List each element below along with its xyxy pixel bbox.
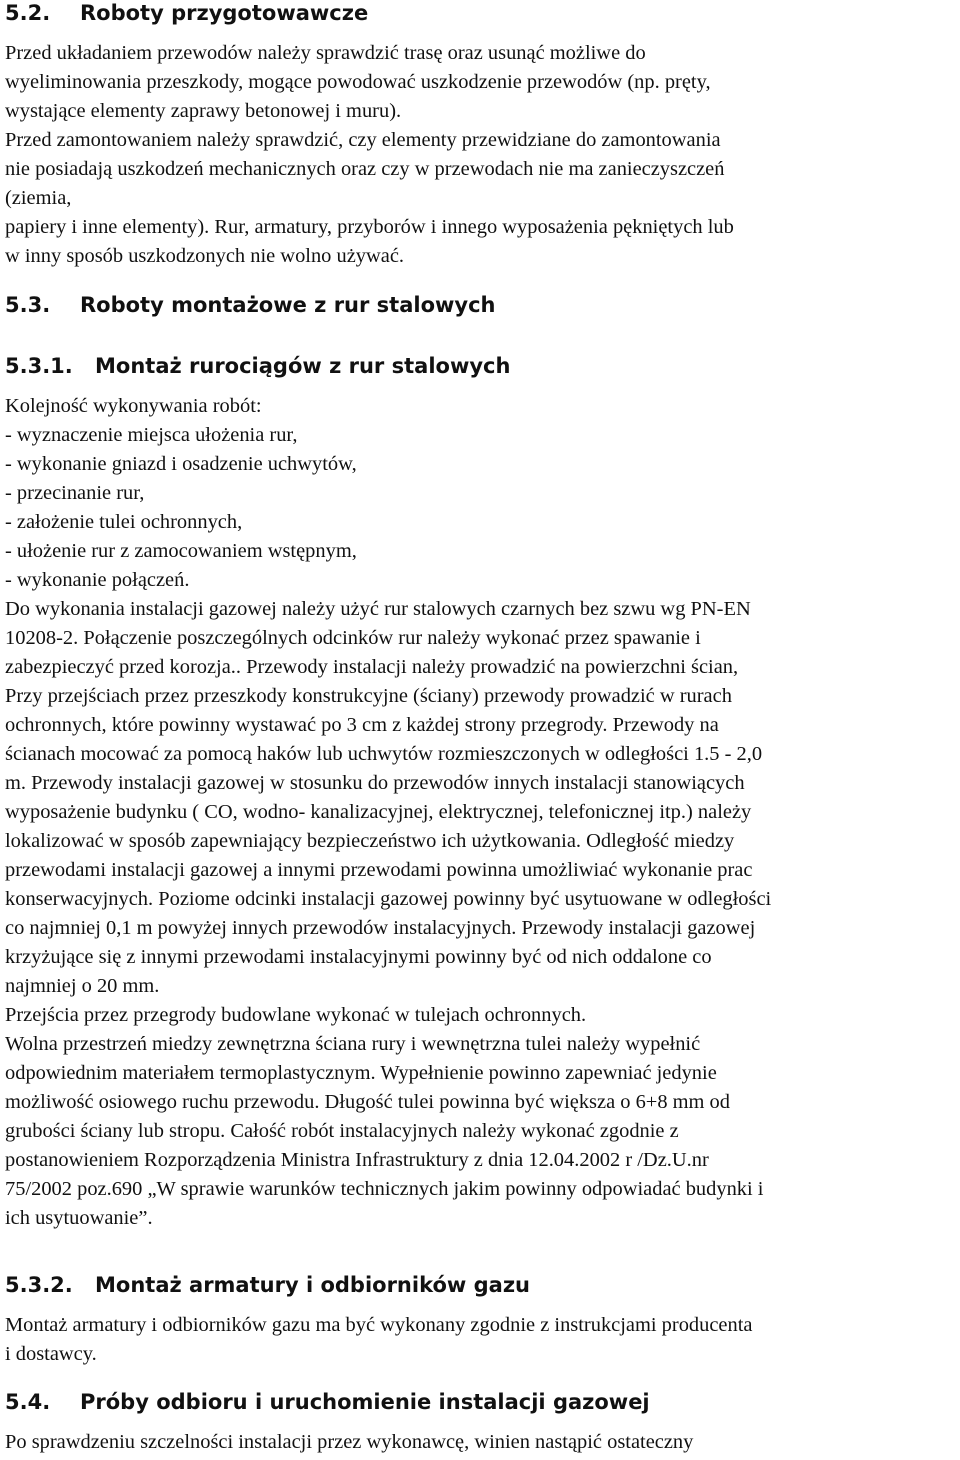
text-line: nie posiadają uszkodzeń mechanicznych oraz czy w przewodach nie ma zanieczyszczeń (5, 158, 725, 180)
subsection-heading (5, 1272, 530, 1298)
section-title: Roboty montażowe z rur stalowych (80, 293, 496, 317)
list-item: - wyznaczenie miejsca ułożenia rur, (5, 424, 298, 446)
text-line: przewodami instalacji gazowej a innymi przewodami powinna umożliwiać wykonanie prac (5, 859, 753, 881)
text-line: grubości ściany lub stropu. Całość robót instalacyjnych należy wykonać zgodnie z (5, 1120, 679, 1142)
text-line: Wolna przestrzeń miedzy zewnętrzna ściana rury i wewnętrzna tulei należy wypełnić (5, 1033, 701, 1055)
text-line: ścianach mocować za pomocą haków lub uchwytów rozmieszczonych w odległości 1.5 - 2,0 (5, 743, 763, 765)
section-number: 5.2. (5, 1, 51, 25)
text-line: postanowieniem Rozporządzenia Ministra Infrastruktury z dnia 12.04.2002 r /Dz.U.nr (5, 1149, 709, 1171)
text-line: Kolejność wykonywania robót: (5, 395, 262, 417)
text-line: Przy przejściach przez przeszkody konstrukcyjne (ściany) przewody prowadzić w rurach (5, 685, 732, 707)
text-line: Do wykonania instalacji gazowej należy użyć rur stalowych czarnych bez szwu wg PN-EN (5, 598, 751, 620)
text-line: lokalizować w sposób zapewniający bezpieczeństwo ich użytkowania. Odległość miedzy (5, 830, 735, 852)
text-line: wyeliminowania przeszkody, mogące powodować uszkodzenie przewodów (np. pręty, (5, 71, 711, 93)
text-line: krzyżujące się z innymi przewodami instalacyjnymi powinny być od nich oddalone co (5, 946, 712, 968)
list-item: - wykonanie gniazd i osadzenie uchwytów, (5, 453, 357, 475)
section-number: 5.3.1. (5, 354, 73, 378)
section-body (5, 1311, 957, 1369)
text-line: i dostawcy. (5, 1343, 97, 1365)
list-item: - założenie tulei ochronnych, (5, 511, 243, 533)
section-number: 5.3.2. (5, 1273, 73, 1297)
list-item: - przecinanie rur, (5, 482, 145, 504)
text-line: najmniej o 20 mm. (5, 975, 160, 997)
text-line: konserwacyjnych. Poziome odcinki instalacji gazowej powinny być usytuowane w odległości (5, 888, 772, 910)
section-heading (5, 0, 368, 26)
section-heading (5, 292, 496, 318)
section-number: 5.3. (5, 293, 51, 317)
text-line: papiery i inne elementy). Rur, armatury, przyborów i innego wyposażenia pękniętych lub (5, 216, 734, 238)
text-line: w inny sposób uszkodzonych nie wolno używać. (5, 245, 405, 267)
section-title: Próby odbioru i uruchomienie instalacji gazowej (80, 1390, 650, 1414)
section-heading (5, 1389, 650, 1415)
list-item: - ułożenie rur z zamocowaniem wstępnym, (5, 540, 357, 562)
section-title: Montaż rurociągów z rur stalowych (95, 354, 511, 378)
text-line: (ziemia, (5, 187, 72, 209)
text-line: ochronnych, które powinny wystawać po 3 cm z każdej strony przegrody. Przewody na (5, 714, 719, 736)
text-line: wystające elementy zaprawy betonowej i muru). (5, 100, 402, 122)
text-line: możliwość osiowego ruchu przewodu. Długość tulei powinna być większa o 6+8 mm od (5, 1091, 730, 1113)
section-body (5, 392, 957, 1233)
text-line: wyposażenie budynku ( CO, wodno- kanalizacyjnej, elektrycznej, telefonicznej itp.) należy (5, 801, 752, 823)
text-line: 10208-2. Połączenie poszczególnych odcinków rur należy wykonać przez spawanie i (5, 627, 701, 649)
section-body (5, 1428, 957, 1457)
section-title: Roboty przygotowawcze (80, 1, 369, 25)
text-line: Po sprawdzeniu szczelności instalacji przez wykonawcę, winien nastąpić ostateczny (5, 1431, 694, 1453)
text-line: Przed zamontowaniem należy sprawdzić, czy elementy przewidziane do zamontowania (5, 129, 721, 151)
section-number: 5.4. (5, 1390, 51, 1414)
text-line: zabezpieczyć przed korozja.. Przewody instalacji należy prowadzić na powierzchni ścian, (5, 656, 739, 678)
text-line: Montaż armatury i odbiorników gazu ma być wykonany zgodnie z instrukcjami producenta (5, 1314, 753, 1336)
list-item: - wykonanie połączeń. (5, 569, 190, 591)
section-body (5, 39, 957, 271)
text-line: 75/2002 poz.690 „W sprawie warunków technicznych jakim powinny odpowiadać budynki i (5, 1178, 764, 1200)
text-line: ich usytuowanie”. (5, 1207, 153, 1229)
subsection-heading (5, 353, 510, 379)
text-line: m. Przewody instalacji gazowej w stosunku do przewodów innych instalacji stanowiących (5, 772, 745, 794)
text-line: odpowiednim materiałem termoplastycznym. Wypełnienie powinno zapewniać jedynie (5, 1062, 717, 1084)
text-line: co najmniej 0,1 m powyżej innych przewodów instalacyjnych. Przewody instalacji gazowej (5, 917, 756, 939)
text-line: Przejścia przez przegrody budowlane wykonać w tulejach ochronnych. (5, 1004, 587, 1026)
section-title: Montaż armatury i odbiorników gazu (95, 1273, 530, 1297)
text-line: Przed układaniem przewodów należy sprawdzić trasę oraz usunąć możliwe do (5, 42, 646, 64)
